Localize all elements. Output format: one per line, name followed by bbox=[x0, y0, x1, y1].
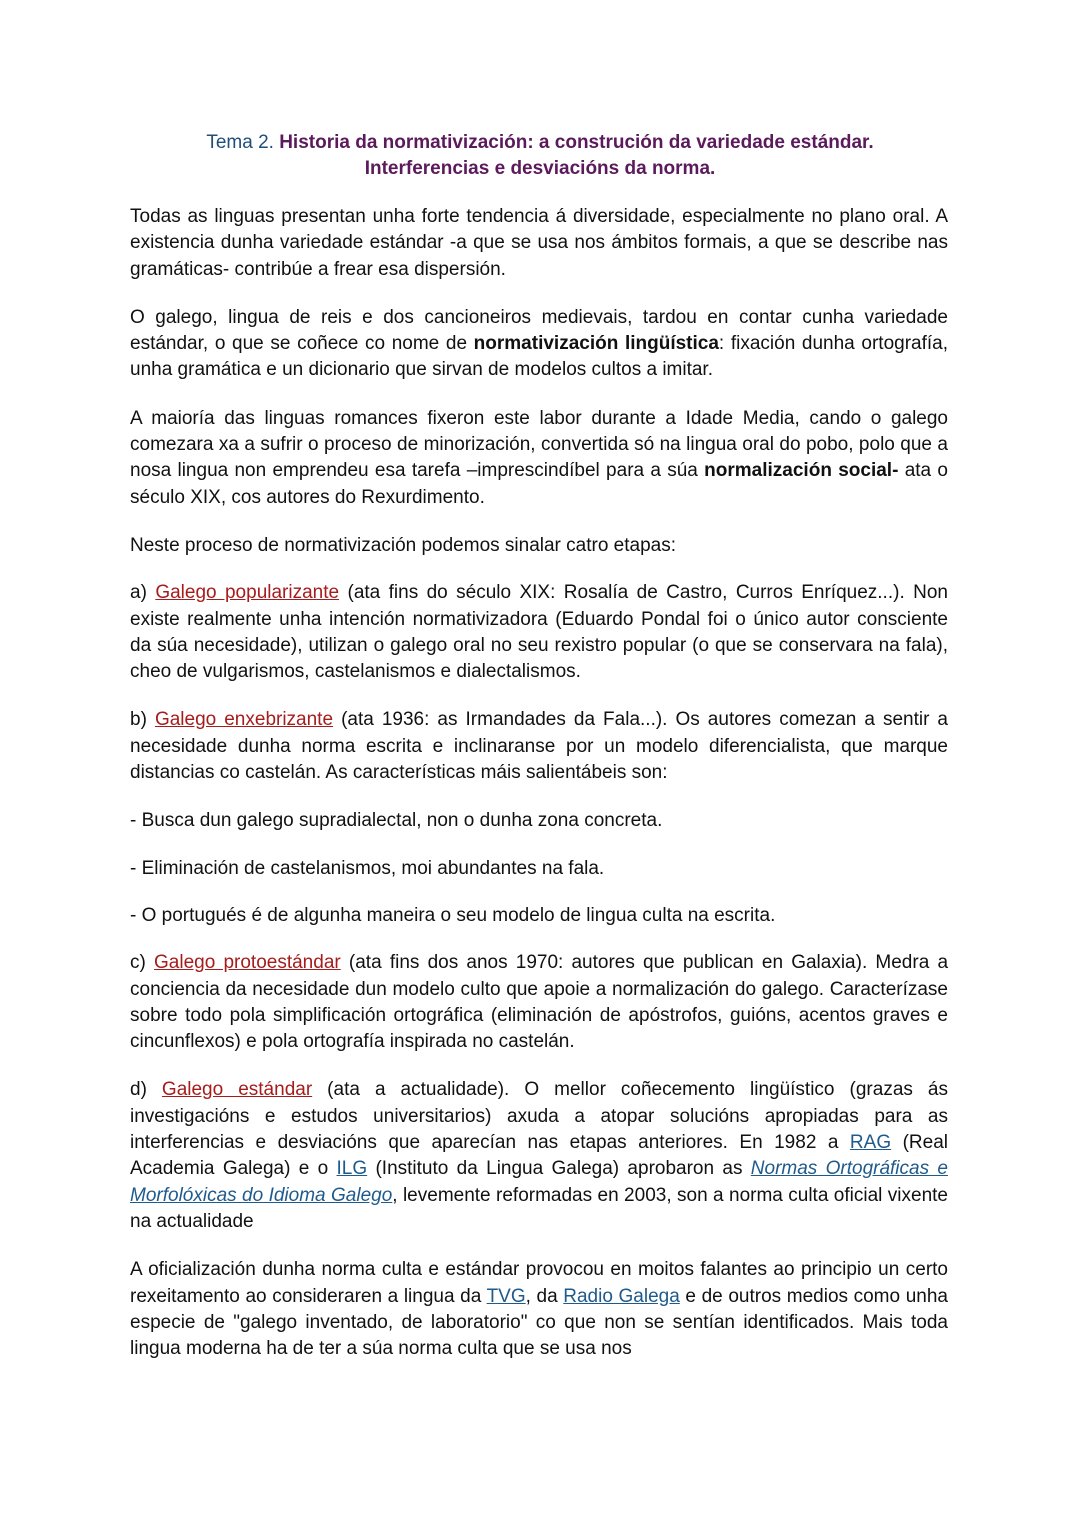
bullet-item: - Busca dun galego supradialectal, non o dunha zona concreta. bbox=[130, 810, 663, 832]
stage-b: b) Galego enxebrizante (ata 1936: as Irmandades da Fala...). Os autores comezan a sentir a necesidade dunha norma escrita e inclinaranse por un modelo diferencialista, que marque distancias co castelán. As características máis salientábeis son: bbox=[130, 709, 948, 784]
document-body bbox=[130, 204, 948, 1384]
link-galego-enxebrizante[interactable]: Galego enxebrizante bbox=[154, 709, 334, 731]
link-galego-popularizante[interactable]: Galego popularizante bbox=[155, 582, 340, 604]
bullet-item: - Eliminación de castelanismos, moi abundantes na fala. bbox=[130, 857, 605, 879]
link-galego-estandar[interactable]: Galego estándar bbox=[161, 1079, 313, 1101]
term-normativizacion: normativización lingüística bbox=[473, 333, 719, 355]
link-ilg[interactable]: ILG bbox=[336, 1158, 368, 1180]
link-rag[interactable]: RAG bbox=[849, 1132, 892, 1154]
title-prefix: Tema 2. bbox=[206, 132, 280, 153]
link-normas-ortograficas[interactable]: Normas Ortográficas e Morfolóxicas do Idioma Galego bbox=[130, 1158, 948, 1206]
stage-d: d) Galego estándar (ata a actualidade). O mellor coñecemento lingüístico (grazas ás investigacións e estudos universitarios) axuda a atopar solucións apropiadas para as interferencias e desviacións que aparecían nas etapas anteriores. En 1982 a RAG (Real Academia Galega) e o ILG (Instituto da Lingua Galega) aprobaron as Normas Ortográficas e Morfolóxicas do Idioma Galego, levemente reformadas en 2003, son a norma culta oficial vixente na actualidade bbox=[130, 1079, 948, 1232]
title-line-1: Historia da normativización: a construción da variedade estándar. bbox=[279, 132, 874, 153]
title-line-2: Interferencias e desviacións da norma. bbox=[364, 158, 716, 179]
paragraph-romances: A maioría das linguas romances fixeron este labor durante a Idade Media, cando o galego comezara xa a sufrir o proceso de minorización, convertida só na lingua oral do pobo, polo que a nosa lingua non emprendeu esa tarefa –imprescindíbel para a súa normalización social- ata o século XIX, cos autores do Rexurdimento. bbox=[130, 407, 948, 508]
stage-a: a) Galego popularizante (ata fins do século XIX: Rosalía de Castro, Curros Enríquez...). Non existe realmente unha intención normativizadora (Eduardo Pondal foi o único autor consciente da súa necesidade), utilizan o galego oral no seu rexistro popular (o que se conservara na fala), cheo de vulgarismos, castelanismos e dialectalismos. bbox=[130, 582, 948, 683]
link-tvg[interactable]: TVG bbox=[486, 1285, 526, 1307]
paragraph-oficializacion: A oficialización dunha norma culta e estándar provocou en moitos falantes ao principio un certo rexeitamento ao consideraren a lingua da TVG, da Radio Galega e de outros medios como unha especie de "galego inventado, de laboratorio" co que non se sentían identificados. Mais toda lingua moderna ha de ter a súa norma culta que se usa nos bbox=[130, 1259, 948, 1360]
link-galego-protoestandar[interactable]: Galego protoestándar bbox=[154, 952, 341, 974]
stage-c: c) Galego protoestándar (ata fins dos anos 1970: autores que publican en Galaxia). Medra a conciencia da necesidade dun modelo culto que apoie a normalización do galego. Caracterízase sobre todo pola simplificación ortográfica (eliminación de apóstrofos, guións, acentos graves e cincunflexos) e pola ortografía inspirada no castelán. bbox=[130, 952, 949, 1053]
paragraph-intro: Todas as linguas presentan unha forte tendencia á diversidade, especialmente no plano oral. A existencia dunha variedade estándar -a que se usa nos ámbitos formais, a que se describe nas gramáticas- contribúe a frear esa dispersión. bbox=[130, 206, 948, 280]
link-radio-galega[interactable]: Radio Galega bbox=[563, 1285, 680, 1307]
paragraph-normativizacion: O galego, lingua de reis e dos cancioneiros medievais, tardou en contar cunha variedade estándar, o que se coñece co nome de normativización lingüística: fixación dunha ortografía, unha gramática e un dicionario que sirvan de modelos cultos a imitar. bbox=[130, 306, 948, 381]
page-title bbox=[130, 130, 950, 182]
paragraph-etapas: Neste proceso de normativización podemos sinalar catro etapas: bbox=[130, 534, 677, 556]
bullet-item: - O portugués é de algunha maneira o seu modelo de lingua culta na escrita. bbox=[130, 904, 776, 926]
term-normalizacion: normalización social- bbox=[704, 460, 899, 482]
